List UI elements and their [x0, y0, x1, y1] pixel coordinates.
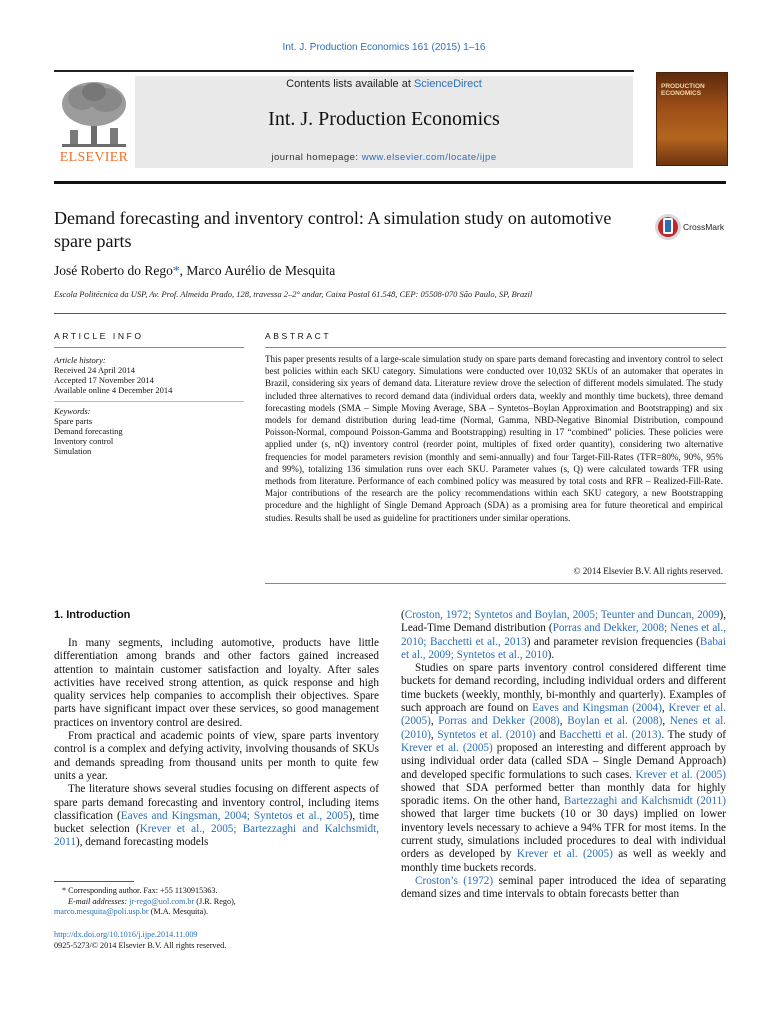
citation-link[interactable]: Krever et al., 2005; Bartezzaghi and Kalchsmidt, 2011 — [54, 823, 380, 849]
paragraph: Studies on spare parts inventory control considered different time buckets for demand recording, including individual orders and different time buckets (weekly, monthly, bi-monthly and quarterly). Examples of such approach are found on Eaves and Kingsman (2004), Krever et al. (2005), Porras and Dekker (2008), Boylan et al. (2008), Nenes et al. (2010), Syntetos et al. (2010) and Bacchetti et al. (2013). The study of Krever et al. (2005) proposed an interesting and different approach by using individual order data (called SDA – Single Demand Approach) and developed specific formulations to such cases. Krever et al. (2005) showed that SDA performed better than monthly data for highly sporadic items. On the other hand, Bartezzaghi and Kalchsmidt (2011) showed that larger time buckets (10 or 30 days) implied on lower inventory levels necessary to achieve a 94% TFR for most items. In the current study, simulations included procedures to deal with individual orders as developed by Krever et al. (2005) as well as weekly and monthly time buckets records. — [401, 662, 727, 874]
crossmark-icon — [654, 212, 682, 242]
citation-link[interactable]: Bartezzaghi and Kalchsmidt (2011) — [563, 795, 726, 808]
sciencedirect-link[interactable]: ScienceDirect — [413, 78, 482, 90]
divider — [265, 583, 726, 584]
citation-link[interactable]: Krever et al. (2005) — [401, 741, 493, 754]
section-heading: 1. Introduction — [54, 609, 131, 621]
citation-link[interactable]: Eaves and Kingsman (2004) — [532, 702, 663, 715]
citation-link[interactable]: Porras and Dekker (2008) — [438, 715, 560, 728]
citation-link[interactable]: Krever et al. (2005) — [635, 768, 726, 781]
citation-link[interactable]: Krever et al. (2005) — [401, 702, 727, 728]
keyword: Spare parts — [54, 416, 93, 426]
paragraph: From practical and academic points of view, spare parts inventory control is a complex and defying activity, involving thousands of SKUs and demands spreading from thousand units per month to quite few units a year. — [54, 730, 379, 782]
citation-link[interactable]: Porras and Dekker, 2008; Nenes et al., 2010; Bacchetti et al., 2013 — [401, 622, 726, 648]
citation-link[interactable]: Croston, 1972; Syntetos and Boylan, 2005; Teunter and Duncan, 2009 — [404, 609, 720, 621]
crossmark-label[interactable]: CrossMark — [683, 222, 725, 232]
email-link[interactable]: marco.mesquita@poli.usp.br — [54, 907, 149, 916]
divider — [265, 347, 726, 348]
citation-link[interactable]: Babai et al., 2009; Syntetos et al., 2010 — [401, 635, 727, 661]
citation-link[interactable]: Nenes et al. (2010) — [401, 715, 727, 741]
keywords: Keywords: Spare parts Demand forecasting Inventory control Simulation — [54, 406, 254, 456]
corresponding-author-marker[interactable]: * — [172, 263, 180, 278]
paragraph: In many segments, including automotive, products have little differentiation among brands and other factors gained increased attention to maintain customer satisfaction and loyalty. After sales activities have received strong attention, as quick response and high quality services help companies to accomplish their objectives. Spare parts have significant impact over these services, so good management practices on inventory control are desired. — [54, 637, 379, 729]
article-history: Article history: Received 24 April 2014 Accepted 17 November 2014 Available online 4 December 2014 — [54, 355, 173, 395]
footnote-rule — [54, 881, 134, 882]
abstract-heading: ABSTRACT — [265, 331, 332, 341]
paragraph: The literature shows several studies focusing on different aspects of spare parts demand forecasting and inventory control, including items classification (Eaves and Kingsman, 2004; Syntetos et al., 2005), time bucket selection (Krever et al., 2005; Bartezzaghi and Kalchsmidt, 2011), demand forecasting models — [54, 783, 380, 849]
journal-citation-link[interactable]: Int. J. Production Economics 161 (2015) 1–16 — [282, 42, 486, 53]
body-column-right — [401, 609, 726, 902]
contents-line: Contents lists available at ScienceDirect — [286, 78, 482, 90]
cover-title: PRODUCTION ECONOMICS — [661, 83, 705, 97]
affiliation: Escola Politécnica da USP, Av. Prof. Almeida Prado, 128, travessa 2–2° andar, Caixa Postal 61.548, CEP: 05508-070 São Paulo, SP, Brazil — [54, 289, 533, 299]
paragraph: Croston’s (1972) seminal paper introduced the idea of separating demand sizes and time intervals to obtain forecasts better than — [401, 874, 727, 901]
citation-link[interactable]: Syntetos et al. (2010) — [437, 728, 536, 741]
author-list: José Roberto do Rego*, Marco Aurélio de Mesquita — [54, 263, 336, 278]
journal-homepage: journal homepage: www.elsevier.com/locate/ijpe — [271, 152, 497, 163]
journal-title: Int. J. Production Economics — [268, 108, 500, 130]
header-bottom-rule — [54, 181, 726, 184]
journal-cover-image[interactable] — [656, 72, 728, 166]
body-column-left — [54, 637, 379, 850]
footnote: * Corresponding author. Fax: +55 1130915363. E-mail addresses: jr-rego@uol.com.br (J.R. Rego), marco.mesquita@poli.usp.br (M.A. Mesquita). — [54, 886, 236, 916]
paragraph: (Croston, 1972; Syntetos and Boylan, 2005; Teunter and Duncan, 2009), Lead-Time Demand distribution (Porras and Dekker, 2008; Nenes et al., 2010; Bacchetti et al., 2013) and parameter revision frequencies (Babai et al., 2009; Syntetos et al., 2010). — [401, 609, 727, 661]
email-link[interactable]: jr-rego@uol.com.br — [129, 896, 195, 906]
divider — [54, 347, 244, 348]
article-info-heading: ARTICLE INFO — [54, 331, 144, 341]
citation-link[interactable]: Eaves and Kingsman, 2004; Syntetos et al., 2005 — [120, 809, 349, 822]
doi-block — [54, 930, 374, 951]
keyword: Simulation — [54, 446, 92, 456]
divider — [54, 313, 726, 314]
keyword: Inventory control — [54, 436, 114, 446]
copyright-notice: © 2014 Elsevier B.V. All rights reserved. — [573, 566, 723, 576]
citation-link[interactable]: Boylan et al. (2008) — [567, 715, 663, 728]
citation-link[interactable]: Bacchetti et al. (2013) — [559, 728, 662, 741]
keyword: Demand forecasting — [54, 426, 123, 436]
citation-link[interactable]: Croston’s (1972) — [415, 874, 494, 887]
author-name: Marco Aurélio de Mesquita — [186, 263, 336, 278]
article-title: Demand forecasting and inventory control: A simulation study on automotive spare parts — [54, 208, 612, 251]
divider — [54, 401, 244, 402]
doi-link[interactable]: http://dx.doi.org/10.1016/j.ijpe.2014.11.009 — [54, 930, 198, 939]
header-rule — [54, 70, 634, 72]
elsevier-wordmark: ELSEVIER — [59, 150, 129, 165]
issn-line: 0925-5273/© 2014 Elsevier B.V. All rights reserved. — [54, 940, 227, 950]
abstract-text: This paper presents results of a large-scale simulation study on spare parts demand forecasting and inventory control to select best policies within each SKU category. Simulations were conducted over 10,032 SKUs of an automaker that operates in Brazil, considering six years of demand data. Literature review drove the selection of different models simulated. The study included three alternatives to record demand data (individual orders data, weekly and monthly time buckets), three demand forecasting models (SMA – Simple Moving Average, SBA – Syntetos–Boylan Approximation and Bootstrapping) and six models for demand distribution during lead-time (Normal, Gamma, NBD-Negative Binomial Distribution, compound Poisson-Normal, compound Poisson-Gamma and Bootstrapping) resulting in 17 “combined” policies. These policies were applied under (s, nQ) inventory control (reorder point, multiples of fixed order quantity), considering two alternative frequencies for model parameters revision (monthly and semi-annually) and four Target-Fill-Rates (TFR=80%, 90%, 95% and 99%), totalizing 136 simulation runs over each SKU. Parameter values (s, Q) were calculated towards TFR using methods from literature. Performance of each combined policy was measured by total costs and RFR – Realized-Fill-Rate. Major contributions of the research are the policy recommendations within each SKU category, a new Bootstrapping procedure and the highlight of Single Demand Approach (SDA) as a promising area for future theoretical and empirical studies. Results shall be used as guideline for practitioners under similar operations. — [265, 354, 723, 523]
homepage-link[interactable]: www.elsevier.com/locate/ijpe — [361, 152, 497, 163]
citation-link[interactable]: Krever et al. (2005) — [516, 848, 613, 861]
author-name: José Roberto do Rego — [54, 263, 173, 278]
